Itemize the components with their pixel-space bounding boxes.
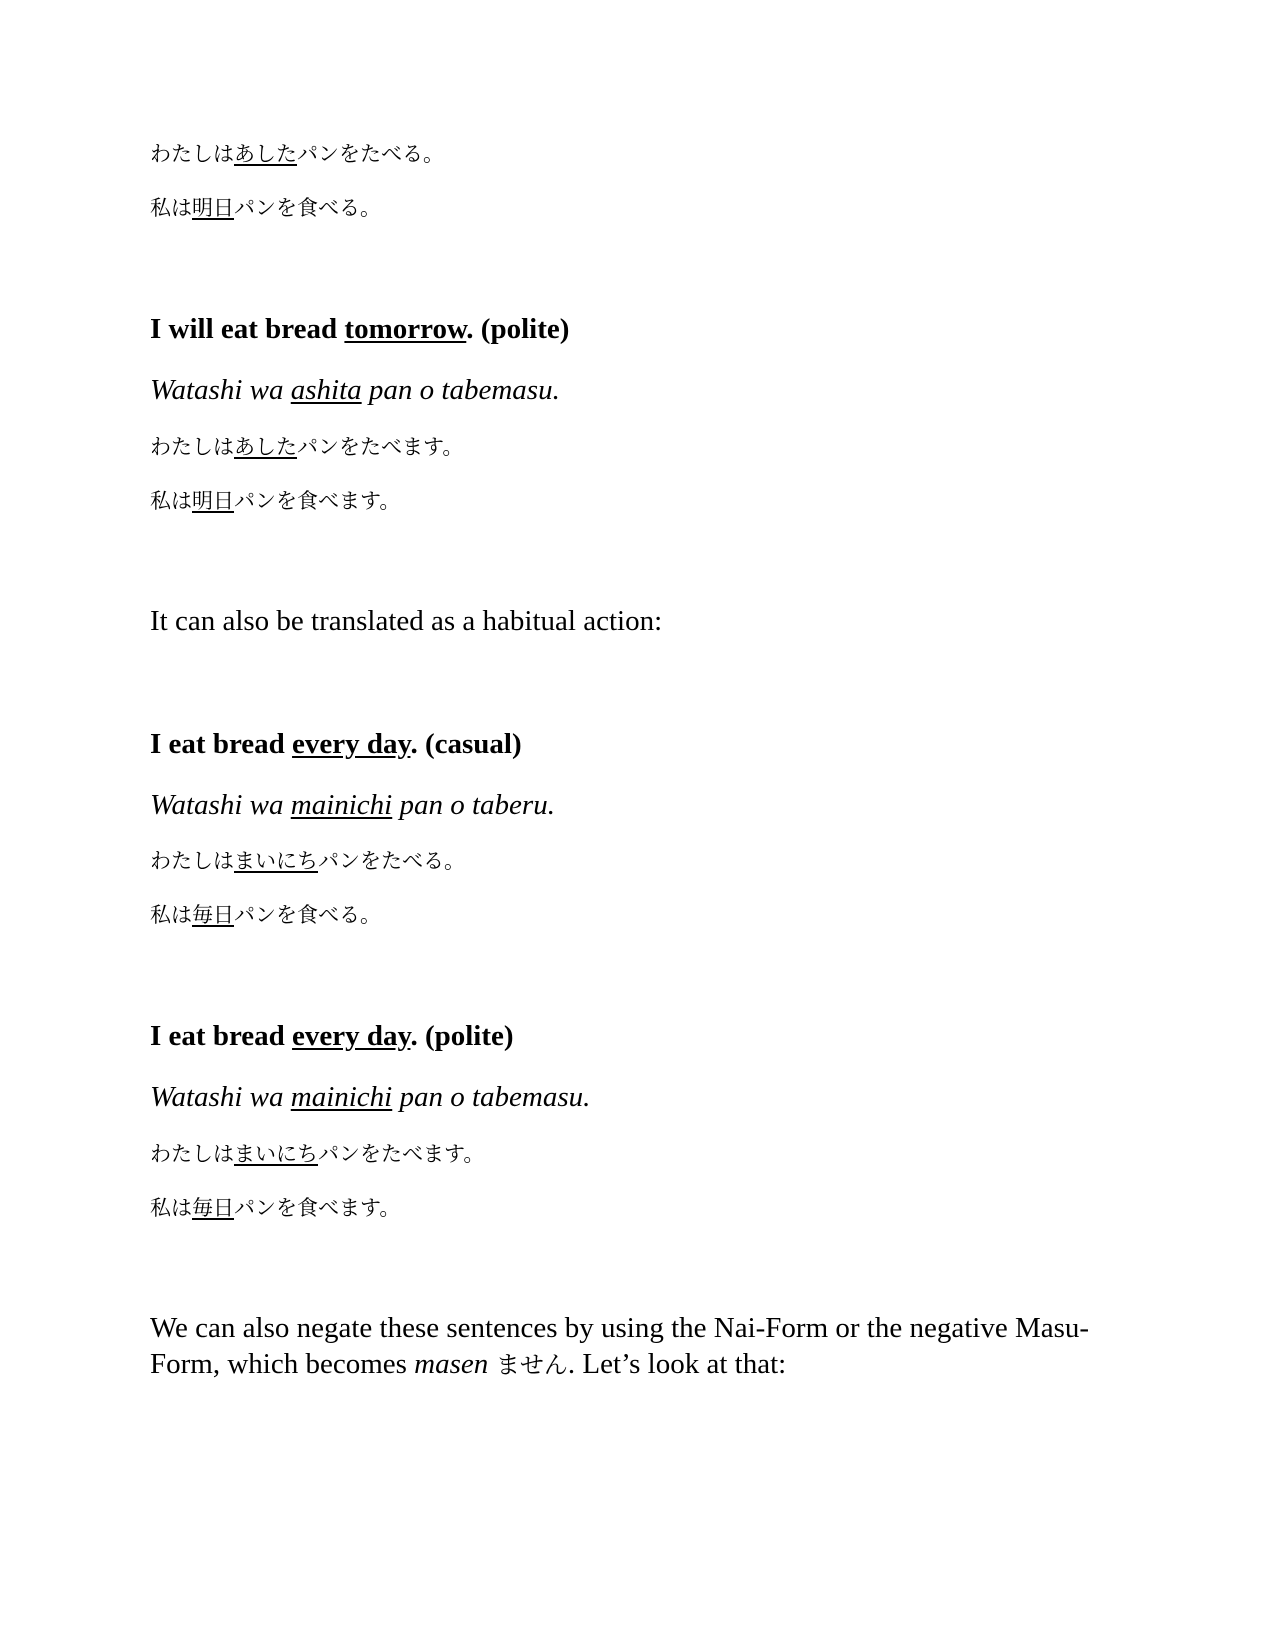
- text-segment: 私は: [150, 196, 192, 220]
- text-segment: We can also negate these sentences by using the Nai-Form or the negative Masu-Form, which becomes: [150, 1312, 1090, 1380]
- japanese-term-masen: ません: [488, 1351, 568, 1379]
- text-segment: わたしは: [150, 1142, 234, 1166]
- underlined-time-word: mainichi: [290, 1081, 393, 1113]
- sentence-kanji-tomorrow-casual: [150, 194, 381, 222]
- underlined-time-word: every day: [292, 728, 411, 760]
- heading-every-day-polite: [150, 1018, 514, 1054]
- sentence-kana-tomorrow-polite: [150, 433, 463, 461]
- text-segment: Watashi wa: [150, 789, 291, 821]
- sentence-kanji-every-day-casual: [150, 901, 381, 929]
- sentence-kana-every-day-casual: [150, 847, 465, 875]
- text-segment: I eat bread: [150, 728, 293, 760]
- text-segment: わたしは: [150, 142, 234, 166]
- text-segment: I eat bread: [150, 1020, 293, 1052]
- text-segment: パンをたべる。: [318, 849, 465, 873]
- underlined-time-word: ashita: [290, 374, 362, 406]
- underlined-time-word: 毎日: [192, 903, 234, 927]
- sentence-kana-tomorrow-casual: [150, 140, 444, 168]
- underlined-time-word: まいにち: [234, 1142, 318, 1166]
- text-segment: Watashi wa: [150, 374, 291, 406]
- underlined-time-word: 明日: [192, 489, 234, 513]
- text-segment: わたしは: [150, 435, 234, 459]
- underlined-time-word: あした: [234, 435, 297, 459]
- text-segment: パンをたべます。: [318, 1142, 485, 1166]
- romaji-every-day-polite: [150, 1079, 590, 1115]
- underlined-time-word: 毎日: [192, 1196, 234, 1220]
- text-segment: . Let’s look at that:: [567, 1348, 787, 1380]
- text-segment: 私は: [150, 903, 192, 927]
- underlined-time-word: every day: [292, 1020, 411, 1052]
- text-segment: . (casual): [410, 728, 522, 760]
- habitual-action-paragraph: It can also be translated as a habitual action:: [150, 605, 663, 637]
- text-segment: I will eat bread: [150, 313, 345, 345]
- text-segment: pan o tabemasu.: [361, 374, 560, 406]
- sentence-kanji-every-day-polite: [150, 1194, 400, 1222]
- text-segment: . (polite): [466, 313, 570, 345]
- romaji-tomorrow-polite: [150, 372, 560, 408]
- heading-tomorrow-polite: [150, 311, 569, 347]
- underlined-time-word: あした: [234, 142, 297, 166]
- text-segment: pan o taberu.: [392, 789, 555, 821]
- sentence-kanji-tomorrow-polite: [150, 487, 400, 515]
- romaji-every-day-casual: [150, 787, 555, 823]
- negation-paragraph: [150, 1310, 1130, 1383]
- text-segment: パンを食べる。: [234, 903, 381, 927]
- text-segment: パンを食べる。: [234, 196, 381, 220]
- text-segment: パンを食べます。: [234, 489, 401, 513]
- text-segment: わたしは: [150, 849, 234, 873]
- underlined-time-word: 明日: [192, 196, 234, 220]
- underlined-time-word: tomorrow: [344, 313, 467, 345]
- sentence-kana-every-day-polite: [150, 1140, 484, 1168]
- text-segment: パンを食べます。: [234, 1196, 401, 1220]
- underlined-time-word: mainichi: [290, 789, 393, 821]
- text-segment: 私は: [150, 489, 192, 513]
- text-segment: pan o tabemasu.: [392, 1081, 591, 1113]
- text-segment: . (polite): [410, 1020, 514, 1052]
- text-segment: パンをたべる。: [297, 142, 444, 166]
- italic-term-masen: masen: [414, 1348, 489, 1380]
- heading-every-day-casual: [150, 726, 522, 762]
- text-segment: パンをたべます。: [297, 435, 464, 459]
- underlined-time-word: まいにち: [234, 849, 318, 873]
- text-segment: Watashi wa: [150, 1081, 291, 1113]
- text-segment: 私は: [150, 1196, 192, 1220]
